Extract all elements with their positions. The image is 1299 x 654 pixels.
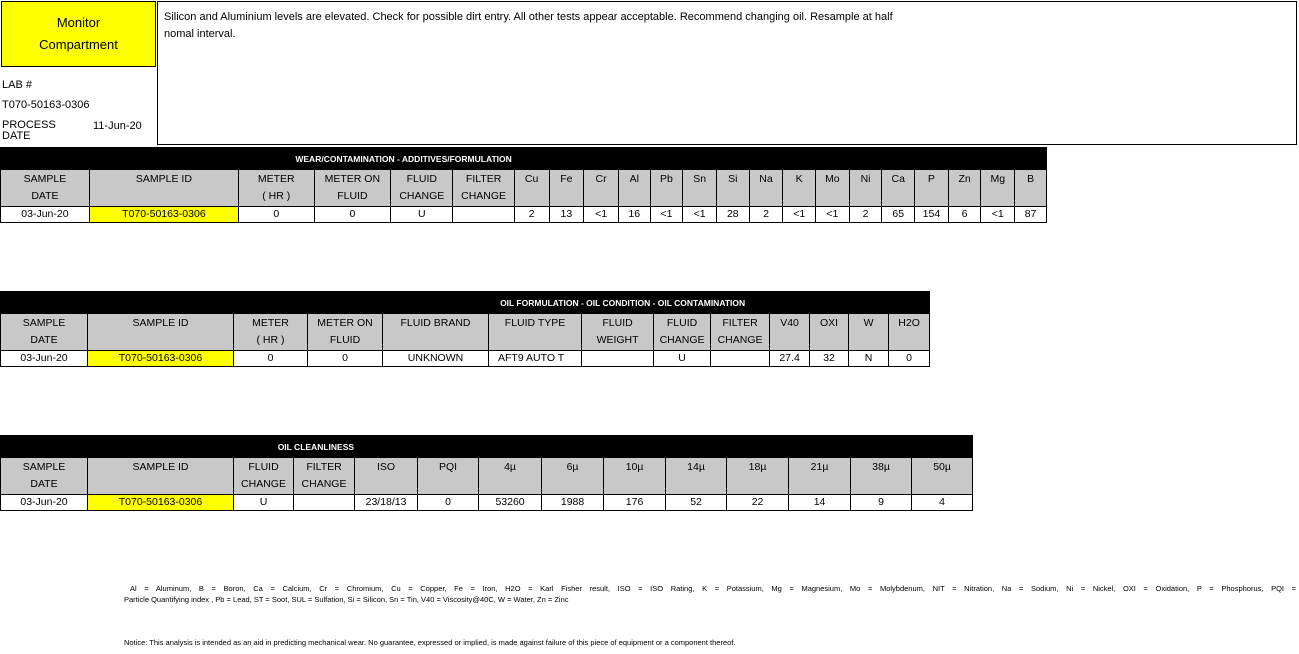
- header-fluid-brand: FLUID BRAND: [383, 314, 489, 351]
- header-h2o: H2O: [889, 314, 930, 351]
- cell-sample-date: 03-Jun-20: [1, 495, 88, 511]
- table-row: [1, 495, 973, 511]
- process-date-label: [2, 120, 56, 142]
- header-fluid-weight: FLUID WEIGHT: [582, 314, 654, 351]
- cell-w: N: [849, 351, 889, 367]
- header-pqi: PQI: [418, 458, 479, 495]
- cell-sample-id: T070-50163-0306: [89, 207, 238, 223]
- oil-title-row: [1, 292, 930, 314]
- header-element: Fe: [549, 170, 584, 207]
- comment-line-1: Silicon and Aluminium levels are elevated. Check for possible dirt entry. All other tests appear acceptable. Recommend changing oil. Resample at half: [164, 11, 893, 23]
- cell-particle-count: 9: [851, 495, 912, 511]
- cell-element-value: 6: [948, 207, 981, 223]
- table-row: [1, 351, 930, 367]
- comment-box: [157, 1, 1297, 145]
- header-sample-date: SAMPLE DATE: [1, 314, 88, 351]
- header-element: Si: [716, 170, 749, 207]
- header-filter-change: FILTER CHANGE: [294, 458, 355, 495]
- oil-title-fill: [1, 292, 582, 314]
- oil-title: OIL FORMULATION - OIL CONDITION - OIL CONTAMINATION: [500, 297, 746, 308]
- header-element: Na: [749, 170, 783, 207]
- cell-element-value: 28: [716, 207, 749, 223]
- clean-title-cell: [1, 436, 355, 458]
- cell-pqi: 0: [418, 495, 479, 511]
- header-particle-size: 21µ: [789, 458, 851, 495]
- header-element: Ca: [882, 170, 915, 207]
- header-meter-on-fluid: METER ON FLUID: [314, 170, 391, 207]
- cell-particle-count: 176: [604, 495, 666, 511]
- oil-title-cell: [500, 292, 930, 314]
- cell-meter: 0: [234, 351, 308, 367]
- legend: [124, 583, 1296, 605]
- cell-element-value: 2: [849, 207, 882, 223]
- header-iso: ISO: [355, 458, 418, 495]
- header-element: Cu: [514, 170, 549, 207]
- cell-v40: 27.4: [770, 351, 810, 367]
- header-fluid-change: FLUID CHANGE: [654, 314, 711, 351]
- header-sample-id: SAMPLE ID: [88, 314, 234, 351]
- cell-particle-count: 22: [727, 495, 789, 511]
- cell-meter-on-fluid: 0: [314, 207, 391, 223]
- cell-fluid-change: U: [234, 495, 294, 511]
- header-element: Mg: [981, 170, 1015, 207]
- header-element: Cr: [584, 170, 619, 207]
- monitor-compartment-box: [1, 1, 156, 67]
- compartment-label: Compartment: [39, 37, 118, 52]
- cell-iso: 23/18/13: [355, 495, 418, 511]
- header-element: P: [915, 170, 949, 207]
- oil-header-row: [1, 314, 930, 351]
- wear-title-fill: [514, 148, 1046, 170]
- cell-fluid-type: AFT9 AUTO T: [489, 351, 582, 367]
- cell-element-value: <1: [584, 207, 619, 223]
- monitor-label: Monitor: [56, 15, 101, 30]
- cell-element-value: <1: [981, 207, 1015, 223]
- oil-condition-table: [0, 291, 930, 367]
- header-fluid-type: FLUID TYPE: [489, 314, 582, 351]
- comment-text: [164, 9, 984, 43]
- header-element: Sn: [683, 170, 717, 207]
- cell-oxi: 32: [810, 351, 849, 367]
- header-w: W: [849, 314, 889, 351]
- cell-h2o: 0: [889, 351, 930, 367]
- cell-particle-count: 4: [912, 495, 973, 511]
- cell-element-value: 13: [549, 207, 584, 223]
- header-sample-id: SAMPLE ID: [89, 170, 238, 207]
- cell-meter-on-fluid: 0: [308, 351, 383, 367]
- cell-element-value: <1: [816, 207, 850, 223]
- cell-particle-count: 53260: [479, 495, 542, 511]
- header-fluid-change: FLUID CHANGE: [234, 458, 294, 495]
- header-particle-size: 38µ: [851, 458, 912, 495]
- header-meter: METER ( HR ): [234, 314, 308, 351]
- header-fluid-change: FLUID CHANGE: [391, 170, 453, 207]
- cell-particle-count: 1988: [542, 495, 604, 511]
- cell-element-value: 16: [618, 207, 650, 223]
- header-particle-size: 6µ: [542, 458, 604, 495]
- header-oxi: OXI: [810, 314, 849, 351]
- cell-filter-change: [453, 207, 514, 223]
- header-particle-size: 18µ: [727, 458, 789, 495]
- header-sample-id: SAMPLE ID: [88, 458, 234, 495]
- wear-header-row: [1, 170, 1047, 207]
- header-element: Mo: [816, 170, 850, 207]
- lab-value: T070-50163-0306: [2, 99, 90, 111]
- header-element: B: [1015, 170, 1047, 207]
- cell-element-value: 2: [514, 207, 549, 223]
- clean-title: OIL CLEANLINESS: [277, 441, 355, 452]
- cell-sample-id: T070-50163-0306: [88, 351, 234, 367]
- cell-element-value: 154: [915, 207, 949, 223]
- legend-line-2: Particle Quantifying index , Pb = Lead, ST = Soot, SUL = Sulfation, Si = Silicon, Sn = Tin, V40 = Viscosity@40C, W = Water, Zn = Zinc: [124, 595, 569, 604]
- cell-element-value: 87: [1015, 207, 1047, 223]
- cell-sample-id: T070-50163-0306: [88, 495, 234, 511]
- cell-sample-date: 03-Jun-20: [1, 351, 88, 367]
- cell-particle-count: 14: [789, 495, 851, 511]
- clean-title-fill: [355, 436, 973, 458]
- cell-filter-change: [294, 495, 355, 511]
- oil-cleanliness-table: [0, 435, 973, 511]
- header-filter-change: FILTER CHANGE: [453, 170, 514, 207]
- cell-element-value: <1: [683, 207, 717, 223]
- table-row: [1, 207, 1047, 223]
- cell-fluid-weight: [582, 351, 654, 367]
- cell-meter: 0: [238, 207, 314, 223]
- cell-element-value: <1: [650, 207, 683, 223]
- cell-sample-date: 03-Jun-20: [1, 207, 90, 223]
- header-particle-size: 14µ: [666, 458, 727, 495]
- header-element: K: [783, 170, 816, 207]
- process-label: PROCESS: [2, 119, 56, 131]
- cell-fluid-change: U: [654, 351, 711, 367]
- header-particle-size: 50µ: [912, 458, 973, 495]
- legend-line-1: Al = Aluminum, B = Boron, Ca = Calcium, Cr = Chromium, Cu = Copper, Fe = Iron, H2O = Karl Fisher result, ISO = ISO Rating, K = Potassium, Mg = Magnesium, Mo = Molybdenum, NIT = Nitration, Na = Sodium, Ni = Nickel, OXI = Oxidation, P = Phosphorus, PQI =: [130, 584, 1296, 593]
- header-meter: METER ( HR ): [238, 170, 314, 207]
- cell-particle-count: 52: [666, 495, 727, 511]
- cell-fluid-brand: UNKNOWN: [383, 351, 489, 367]
- header-v40: V40: [770, 314, 810, 351]
- header-meter-on-fluid: METER ON FLUID: [308, 314, 383, 351]
- cell-fluid-change: U: [391, 207, 453, 223]
- lab-label: LAB #: [2, 79, 32, 91]
- header-element: Zn: [948, 170, 981, 207]
- comment-line-2: nomal interval.: [164, 28, 236, 40]
- wear-contamination-table: [0, 147, 1047, 223]
- cell-element-value: 65: [882, 207, 915, 223]
- process-label-date: DATE: [2, 130, 31, 142]
- header-filter-change: FILTER CHANGE: [711, 314, 770, 351]
- cell-filter-change: [711, 351, 770, 367]
- clean-header-row: [1, 458, 973, 495]
- clean-title-row: [1, 436, 973, 458]
- header-particle-size: 4µ: [479, 458, 542, 495]
- header-element: Pb: [650, 170, 683, 207]
- cell-element-value: 2: [749, 207, 783, 223]
- notice: Notice: This analysis is intended as an aid in predicting mechanical wear. No guarantee, expressed or implied, is made against failure of this piece of equipment or a component thereof.: [124, 638, 736, 647]
- wear-title: WEAR/CONTAMINATION - ADDITIVES/FORMULATION: [1, 148, 515, 170]
- wear-title-row: [1, 148, 1047, 170]
- header-particle-size: 10µ: [604, 458, 666, 495]
- header-sample-date: SAMPLE DATE: [1, 170, 90, 207]
- process-date-value: 11-Jun-20: [93, 120, 142, 132]
- header-element: Al: [618, 170, 650, 207]
- cell-element-value: <1: [783, 207, 816, 223]
- header-sample-date: SAMPLE DATE: [1, 458, 88, 495]
- header-element: Ni: [849, 170, 882, 207]
